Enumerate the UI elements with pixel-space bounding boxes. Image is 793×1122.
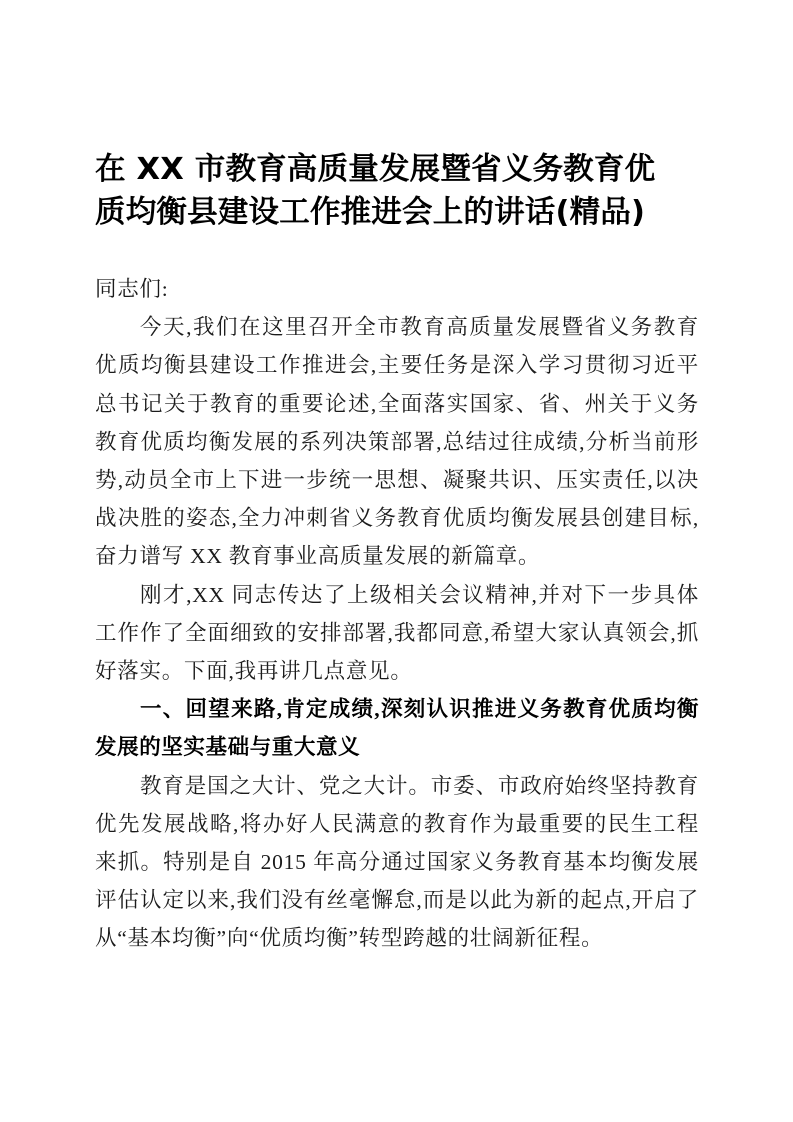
paragraph-second: 刚才,XX 同志传达了上级相关会议精神,并对下一步具体工作作了全面细致的安排部署,我都同意,希望大家认真领会,抓好落实。下面,我再讲几点意见。 bbox=[95, 582, 699, 684]
paragraph-opening: 今天,我们在这里召开全市教育高质量发展暨省义务教育优质均衡县建设工作推进会,主要任务是深入学习贯彻习近平总书记关于教育的重要论述,全面落实国家、省、州关于义务教育优质均衡发展的系列决策部署,总结过往成绩,分析当前形势,动员全市上下进一步统一思想、凝聚共识、压实责任,以决战决胜的姿态,全力冲刺省义务教育优质均衡发展县创建目标,奋力谱写 XX 教育事业高质量发展的新篇章。 bbox=[95, 315, 699, 569]
document-content bbox=[95, 148, 699, 958]
paragraph-section-one-1: 教育是国之大计、党之大计。市委、市政府始终坚持教育优先发展战略,将办好人民满意的教育作为最重要的民生工程来抓。特别是自 2015 年高分通过国家义务教育基本均衡发展评估认定以来,我们没有丝毫懈怠,而是以此为新的起点,开启了从“基本均衡”向“优质均衡”转型跨越的壮阔新征程。 bbox=[95, 773, 699, 951]
section-heading-one: 一、回望来路,肯定成绩,深刻认识推进义务教育优质均衡发展的坚实基础与重大意义 bbox=[95, 697, 699, 760]
document-title bbox=[95, 148, 699, 234]
document-body bbox=[95, 270, 699, 958]
document-title-line-2: 质均衡县建设工作推进会上的讲话(精品) bbox=[95, 195, 646, 230]
salutation: 同志们: bbox=[95, 277, 169, 301]
document-title-line-1: 在 XX 市教育高质量发展暨省义务教育优 bbox=[95, 152, 656, 187]
